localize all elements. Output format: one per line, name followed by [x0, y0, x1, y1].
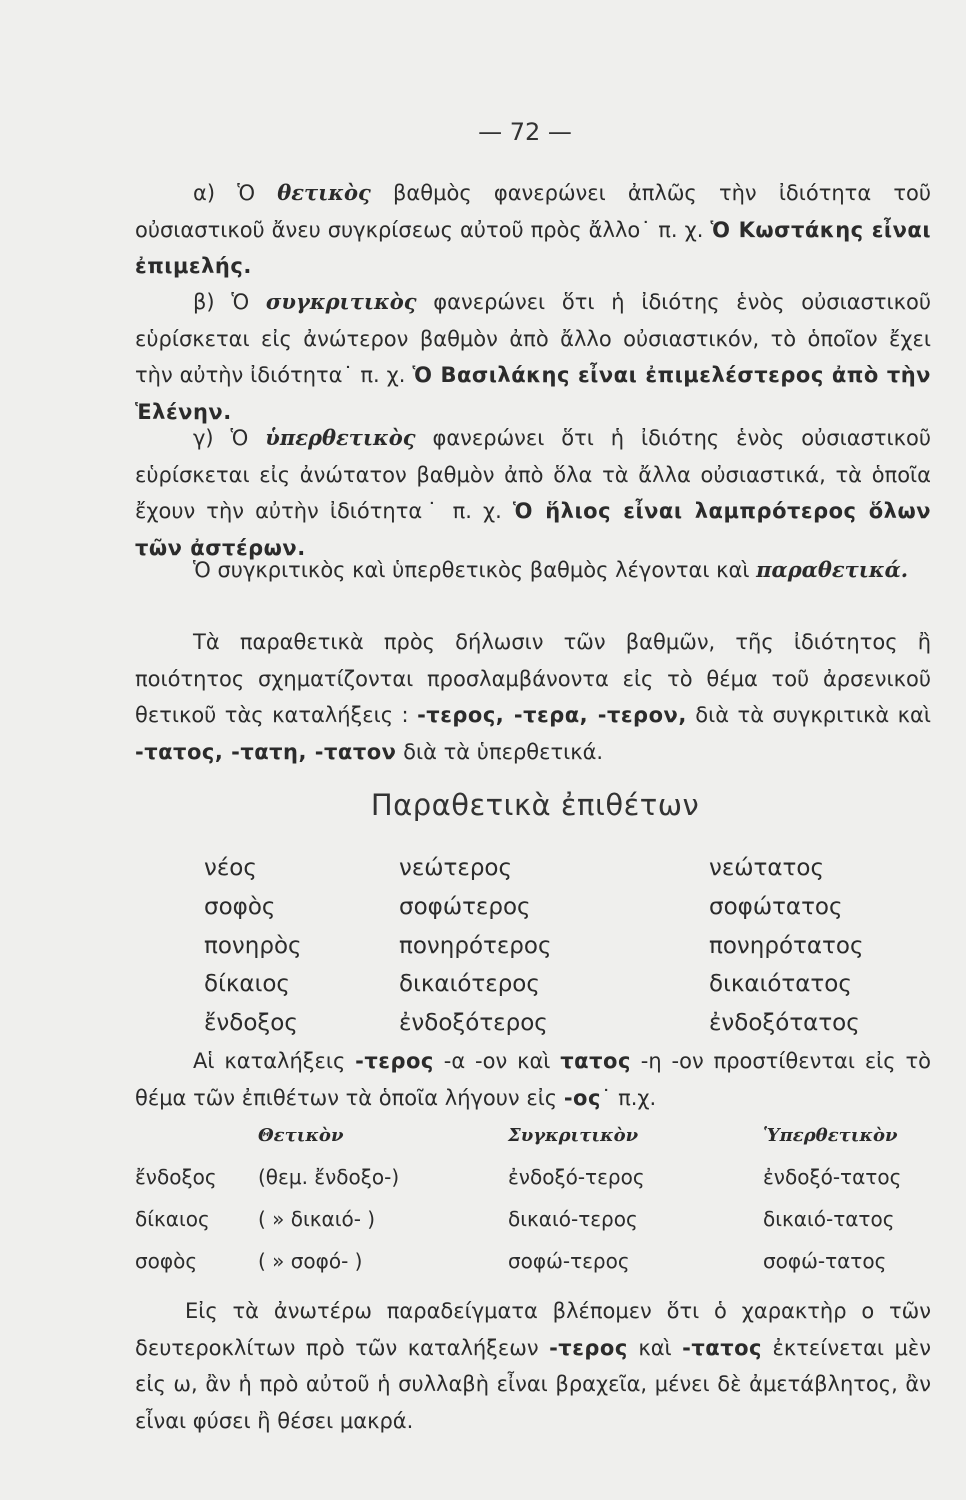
paragraph-comparative-degree [135, 284, 931, 430]
endings-t2: -α -ον καὶ [433, 1049, 561, 1073]
header-superlative: Ὑπερθετικὸν [763, 1125, 898, 1146]
paragraph-paratheta [135, 552, 931, 589]
final-t1: Εἰς τὰ ἀνωτέρω παραδείγματα βλέπομεν ὅτι ὁ χαρακτὴρ ο τῶν δευτεροκλίτων πρὸ τῶν καταλήξεων [135, 1299, 931, 1360]
endings-t4: ˙ π.χ. [600, 1085, 657, 1110]
table-row [135, 1249, 931, 1291]
superlative-cell: πονηρότατος [709, 932, 864, 959]
section-heading: Παραθετικὰ ἐπιθέτων [370, 788, 700, 822]
para-a-prefix: α) Ὁ [193, 181, 278, 205]
paragraph-formation [135, 624, 931, 770]
comparative-cell: πονηρότερος [399, 932, 552, 959]
superlative-cell: δικαιότατος [709, 971, 852, 998]
table-row [135, 1165, 931, 1207]
positive-cell: δίκαιος [204, 971, 290, 998]
positive-cell: ἔνδοξος [204, 1010, 298, 1037]
superlative-cell: δικαιό-τατος [763, 1207, 895, 1231]
para-a-text: βαθμὸς φανερώνει ἀπλῶς τὴν ἰδιότητα τοῦ οὐσιαστικοῦ ἄνευ συγκρίσεως αὐτοῦ πρὸς ἄλλο˙ π. χ. [135, 181, 931, 242]
word-cell: δίκαιος [135, 1207, 210, 1231]
para-e-text3: διὰ τὰ ὑπερθετικά. [396, 739, 604, 764]
table-row [135, 1207, 931, 1249]
para-b-example: Ὁ Βασιλάκης εἶναι ἐπιμελέστερος ἀπὸ τὴν Ἑλένην. [135, 363, 931, 424]
comparative-cell: σοφώτερος [399, 893, 531, 920]
page-number: — 72 — [478, 118, 572, 146]
endings-b3: -ος [563, 1085, 601, 1110]
superlative-cell: ἐνδοξό-τατος [763, 1165, 902, 1189]
stem-cell: (θεμ. ἔνδοξο-) [258, 1165, 400, 1189]
comparative-cell: σοφώ-τερος [508, 1249, 630, 1273]
stem-cell: ( » δικαιό- ) [258, 1207, 376, 1231]
para-a-example: Ὁ Κωστάκης εἶναι ἐπιμελής. [135, 217, 931, 278]
header-comparative: Συγκριτικὸν [508, 1125, 639, 1146]
stem-cell: ( » σοφό- ) [258, 1249, 363, 1273]
paragraph-positive-degree [135, 175, 931, 285]
final-b2: -τατος [682, 1335, 762, 1360]
comparative-cell: ἐνδοξότερος [399, 1010, 548, 1037]
comparative-cell: ἐνδοξό-τερος [508, 1165, 645, 1189]
word-cell: σοφὸς [135, 1249, 198, 1273]
paragraph-conclusion [135, 1293, 931, 1439]
superlative-endings: -τατος, -τατη, -τατον [135, 739, 397, 764]
stem-table [135, 1125, 931, 1291]
paragraph-superlative-degree [135, 420, 931, 566]
endings-b1: -τερος [355, 1049, 434, 1073]
superlative-cell: σοφώ-τατος [763, 1249, 887, 1273]
para-c-prefix: γ) Ὁ [193, 426, 266, 450]
para-d-text: Ὁ συγκριτικὸς καὶ ὑπερθετικὸς βαθμὸς λέγονται καὶ [193, 558, 757, 582]
comparative-cell: δικαιό-τερος [508, 1207, 638, 1231]
paragraph-endings [135, 1043, 931, 1116]
positive-cell: σοφὸς [204, 893, 276, 920]
term-comparative: συγκριτικὸς [265, 289, 417, 314]
positive-cell: πονηρὸς [204, 932, 302, 959]
para-c-text: φανερώνει ὅτι ἡ ἰδιότης ἑνὸς οὐσιαστικοῦ εὑρίσκεται εἰς ἀνώτατον βαθμὸν ἀπὸ ὅλα τὰ ἄλλα οὐσιαστικά, τὰ ὁποῖα ἔχουν τὴν αὐτὴν ἰδιότητα˙ π. χ. [135, 426, 931, 523]
para-b-prefix: β) Ὁ [193, 290, 266, 314]
word-cell: ἔνδοξος [135, 1165, 217, 1189]
term-superlative: ὑπερθετικὸς [265, 425, 416, 450]
stem-table-header [135, 1125, 931, 1165]
comparative-cell: δικαιότερος [399, 971, 540, 998]
comparative-endings: -τερος, -τερα, -τερον, [417, 703, 687, 727]
final-b1: -τερος [549, 1335, 628, 1360]
endings-t1: Αἱ καταλήξεις [193, 1049, 356, 1073]
final-t3: ἐκτείνεται μὲν εἰς ω, ἂν ἡ πρὸ αὐτοῦ ἡ συλλαβὴ εἶναι βραχεῖα, μένει δὲ ἀμετάβλητος, ἂν εἶναι φύσει ἢ θέσει μακρά. [135, 1335, 931, 1433]
comparative-cell: νεώτερος [399, 855, 512, 881]
superlative-cell: νεώτατος [709, 855, 824, 881]
para-c-example: Ὁ ἥλιος εἶναι λαμπρότερος ὅλων τῶν ἀστέρων. [135, 499, 931, 560]
endings-b2: τατος [560, 1049, 631, 1073]
positive-cell: νέος [204, 855, 257, 881]
superlative-cell: σοφώτατος [709, 893, 843, 920]
term-paratheta: παραθετικά. [756, 557, 909, 582]
final-t2: καὶ [627, 1335, 683, 1360]
header-positive: Θετικὸν [258, 1125, 344, 1146]
endings-t3: -η -ον προστίθενται εἰς τὸ θέμα τῶν ἐπιθέτων τὰ ὁποῖα λήγουν εἰς [135, 1049, 931, 1110]
superlative-cell: ἐνδοξότατος [709, 1010, 860, 1037]
term-positive: θετικὸς [277, 180, 371, 205]
para-e-text2: διὰ τὰ συγκριτικὰ καὶ [686, 703, 931, 727]
para-b-text: φανερώνει ὅτι ἡ ἰδιότης ἑνὸς οὐσιαστικοῦ εὑρίσκεται εἰς ἀνώτερον βαθμὸν ἀπὸ ἄλλο οὐσιαστικόν, τὸ ὁποῖον ἔχει τὴν αὐτὴν ἰδιότητα˙ π. χ. [135, 290, 931, 387]
para-e-text1: Τὰ παραθετικὰ πρὸς δήλωσιν τῶν βαθμῶν, τῆς ἰδιότητος ἢ ποιότητος σχηματίζονται προσλαμβάνοντα εἰς τὸ θέμα τοῦ ἀρσενικοῦ θετικοῦ τὰς καταλήξεις : [135, 630, 931, 727]
